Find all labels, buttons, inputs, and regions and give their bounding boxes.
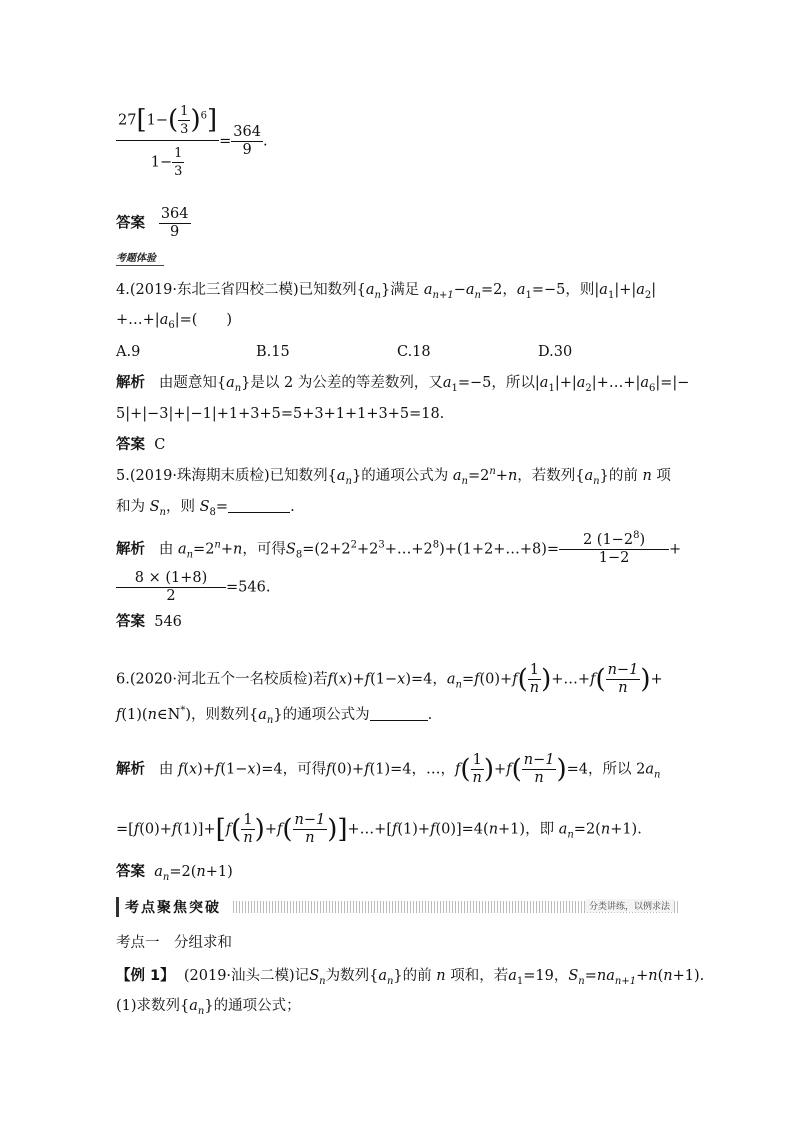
option-c: C.18 [397, 344, 431, 360]
q4-analysis: 解析 由题意知$\{a_n\}$是以 2 为公差的等差数列，又$a_1=-5$，所以$|a_1|+|a_2|+\dots+|a_6|=|-$ [116, 375, 690, 394]
example-1: 【例 1】 (2019·汕头二模)记$S_n$为数列$\{a_n\}$的前 n 项和，若$a_1=19$，$S_n=na_{n+1}+n(n+1)$. [116, 968, 705, 987]
q5-analysis: 解析 由 $a_n=2^n+n$，可得$S_8=(2+2^2+2^3+\dots+2^8)+(1+2+\dots+8)=$ $\frac{2 (1-2^8)}{1-2}$ + [116, 530, 682, 566]
q4-answer: 答案 C [116, 437, 166, 453]
q5-stem-line2: 和为 $S_n$，则 $S_8=$ . [116, 499, 295, 518]
q4-analysis-line2: 5|+|−3|+|−1|+1+3+5=5+3+1+1+3+5=18. [116, 406, 445, 422]
q6-stem-line2: f(1)(n∈N*)，则数列$\{a_n\}$的通项公式为 . [116, 705, 433, 726]
answer-blank[interactable] [228, 498, 290, 513]
option-a: A.9 [116, 344, 141, 360]
answer-1: 答案 $\frac{364}{9}$ [116, 206, 189, 240]
q5-analysis-line2: $\frac{8 \times (1+8)}{2}$ =546. [116, 570, 270, 605]
top-expression: 27[1−( $\frac{1}{3}$ )$^6$] 1− $\frac{1}{3}$ = $\frac{364}{9}$ . [118, 104, 268, 179]
example-1-part-1: (1)求数列$\{a_n\}$的通项公式； [116, 998, 301, 1017]
q6-answer: 答案 $a_n=2(n+1)$ [116, 864, 233, 883]
q5-stem: 5.(2019·珠海期末质检)已知数列$\{a_n\}$的通项公式为 $a_n=2^n+n$，若数列$\{a_n\}$的前 n 项 [116, 466, 671, 487]
option-b: B.15 [256, 344, 290, 360]
big-fraction: 27[1−( $\frac{1}{3}$ )$^6$] 1− $\frac{1}{3}$ [118, 104, 218, 179]
q4-stem: 4.(2019·东北三省四校二模)已知数列$\{a_n\}$满足 $a_{n+1}-a_n=2$，$a_1=-5$，则$|a_1|+|a_2|$ [116, 282, 657, 301]
answer-blank[interactable] [370, 706, 428, 721]
section-divider [233, 901, 678, 913]
exam-tag: 考题体验 [116, 249, 164, 266]
q4-stem-line2: $+\dots+|a_6|=$( ) [116, 312, 233, 331]
q5-answer: 答案 546 [116, 614, 182, 630]
section-header [116, 896, 678, 918]
option-d: D.30 [538, 344, 573, 360]
topic-heading: 考点一 分组求和 [116, 935, 232, 951]
section-subtitle: 分类讲练，以例求法 [585, 899, 674, 912]
q6-analysis: 解析 由 f(x)+f(1−x)=4，可得f(0)+f(1)=4，…，f( $\frac{1}{n}$ )+f( $\frac{n-1}{n}$ )=4，所以 $2a_n$ [116, 752, 661, 786]
q6-stem: 6.(2020·河北五个一名校质检)若f(x)+f(1−x)=4，$a_n=f(0)+f$( $\frac{1}{n}$ )+…+f( $\frac{n-1}{n}$ )+ [116, 662, 663, 696]
section-title: 考点聚焦突破 [116, 897, 227, 917]
q6-analysis-line2: =[f(0)+f(1)]+[f( $\frac{1}{n}$ )+f( $\frac{n-1}{n}$ )]+…+[f(1)+f(0)]=4(n+1)，即 $a_n=2(n+1)$. [116, 812, 642, 846]
